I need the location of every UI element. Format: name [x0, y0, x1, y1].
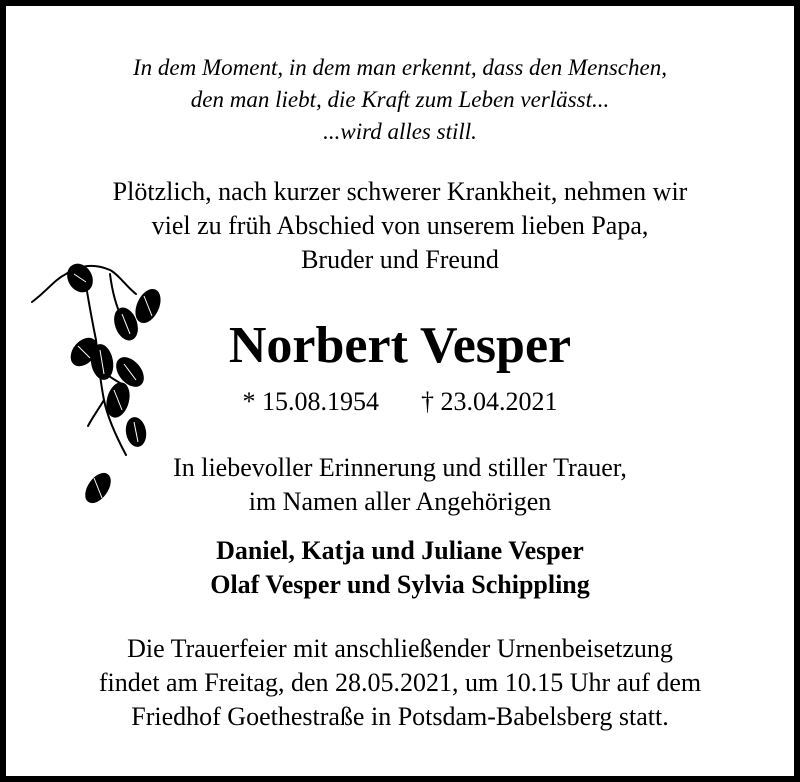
- mourners-line-2: Olaf Vesper und Sylvia Schippling: [210, 570, 590, 599]
- announcement-line-2: viel zu früh Abschied von unserem lieben Papa,: [151, 211, 649, 240]
- mourning-line-1: In liebevoller Erinnerung und stiller Trauer,: [173, 453, 627, 482]
- death-date: † 23.04.2021: [421, 387, 558, 416]
- mourning-line-2: im Namen aller Angehörigen: [248, 487, 552, 516]
- motto-line-3: ...wird alles still.: [323, 119, 477, 144]
- birth-date: * 15.08.1954: [242, 387, 379, 416]
- announcement-line-1: Plötzlich, nach kurzer schwerer Krankheit, nehmen wir: [112, 177, 688, 206]
- service-line-3: Friedhof Goethestraße in Potsdam-Babelsberg statt.: [131, 702, 669, 731]
- mourners-line-1: Daniel, Katja und Juliane Vesper: [216, 536, 584, 565]
- service-line-1: Die Trauerfeier mit anschließender Urnenbeisetzung: [127, 634, 673, 663]
- obituary-card: [6, 6, 794, 776]
- life-dates: [6, 386, 794, 418]
- announcement-line-3: Bruder und Freund: [301, 245, 499, 274]
- service-line-2: findet am Freitag, den 28.05.2021, um 10.15 Uhr auf dem: [98, 668, 702, 697]
- motto-line-2: den man liebt, die Kraft zum Leben verlässt...: [190, 87, 610, 112]
- deceased-name: Norbert Vesper: [228, 317, 572, 374]
- motto-line-1: In dem Moment, in dem man erkennt, dass den Menschen,: [133, 55, 667, 80]
